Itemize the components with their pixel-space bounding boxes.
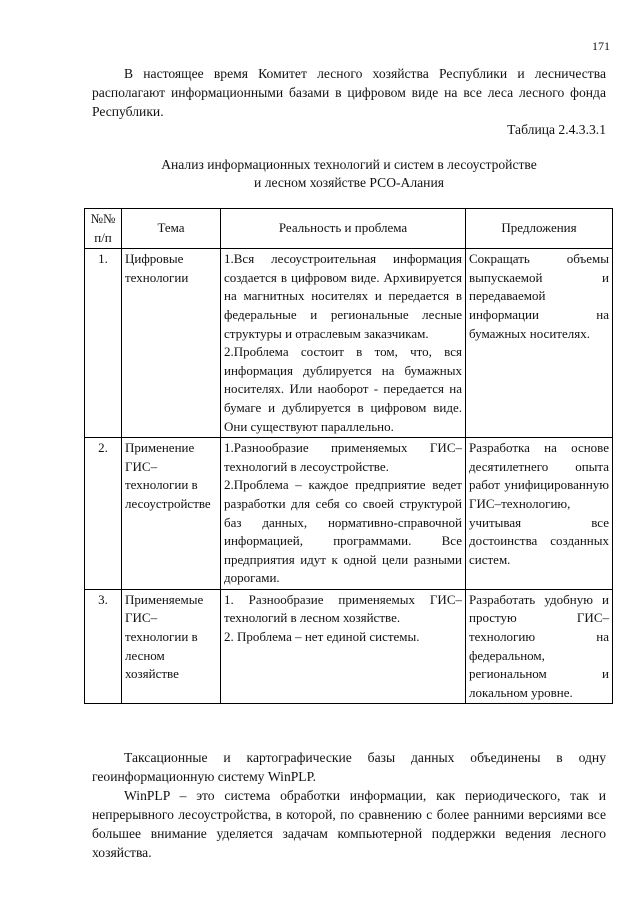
table-label: Таблица 2.4.3.3.1 <box>507 122 606 137</box>
row-proposal: Разработка на основе десятилетнего опыта работ унифицированную ГИС–технологию, учитывая все достоинства созданных систем. <box>466 438 613 590</box>
table-row <box>85 438 613 590</box>
row-number: 1. <box>85 249 122 438</box>
header-proposals: Предложения <box>466 209 613 249</box>
table-title-line-1: Анализ информационных технологий и систем в лесоустройстве <box>161 157 537 172</box>
row-proposal: Сокращать объемы выпускаемой и передаваемой информации на бумажных носителях. <box>466 249 613 438</box>
table-row <box>85 249 613 438</box>
row-number: 3. <box>85 589 122 704</box>
outro-paragraph-1: Таксационные и картографические базы данных объединены в одну геоинформационную систему WinPLP. <box>92 750 606 784</box>
header-number: №№ п/п <box>85 209 122 249</box>
reality-point-2: 2.Проблема состоит в том, что, вся информация дублируется на бумажных носителях. Или наоборот - передается на бумаге и дублируется в цифровом виде. Они существуют параллельно. <box>224 344 462 434</box>
intro-paragraph: В настоящее время Комитет лесного хозяйства Республики и лесничества располагают информационными базами в цифровом виде на все леса лесного фонда Республики. <box>92 66 606 119</box>
table-row <box>85 589 613 704</box>
table-header-row <box>85 209 613 249</box>
row-proposal: Разработать удобную и простую ГИС–технологию на федеральном, региональном и локальном уровне. <box>466 589 613 704</box>
table-title-line-2: и лесном хозяйстве РСО-Алания <box>254 175 444 190</box>
reality-point-1: 1.Вся лесоустроительная информация создается в цифровом виде. Архивируется на магнитных носителях и передается в федеральные и региональные лесные структуры и отраслевым заказчикам. <box>224 251 462 341</box>
row-reality <box>221 249 466 438</box>
header-reality: Реальность и проблема <box>221 209 466 249</box>
row-number: 2. <box>85 438 122 590</box>
header-topic: Тема <box>122 209 221 249</box>
page-number: 171 <box>592 39 610 53</box>
analysis-table <box>84 208 613 704</box>
row-reality <box>221 438 466 590</box>
reality-point-1: 1.Разнообразие применяемых ГИС–технологий в лесоустройстве. <box>224 440 462 474</box>
row-reality <box>221 589 466 704</box>
row-topic: Применяемые ГИС–технологии в лесном хозяйстве <box>122 589 221 704</box>
row-topic: Применение ГИС–технологии в лесоустройстве <box>122 438 221 590</box>
row-topic: Цифровые технологии <box>122 249 221 438</box>
reality-point-1: 1. Разнообразие применяемых ГИС–технологий в лесном хозяйстве. <box>224 591 462 626</box>
reality-point-2: 2.Проблема – каждое предприятие ведет разработки для себя со своей структурой баз данных, нормативно-справочной информацией, программами. Все предприятия идут к одной цели разными дорогами. <box>224 477 462 586</box>
outro-paragraph-2: WinPLP – это система обработки информации, как периодического, так и непрерывного лесоустройства, в которой, по сравнению с более ранними версиями все большее внимание уделяется задачам компьютерной поддержки ведения лесного хозяйства. <box>92 788 606 860</box>
reality-point-2: 2. Проблема – нет единой системы. <box>224 629 420 645</box>
